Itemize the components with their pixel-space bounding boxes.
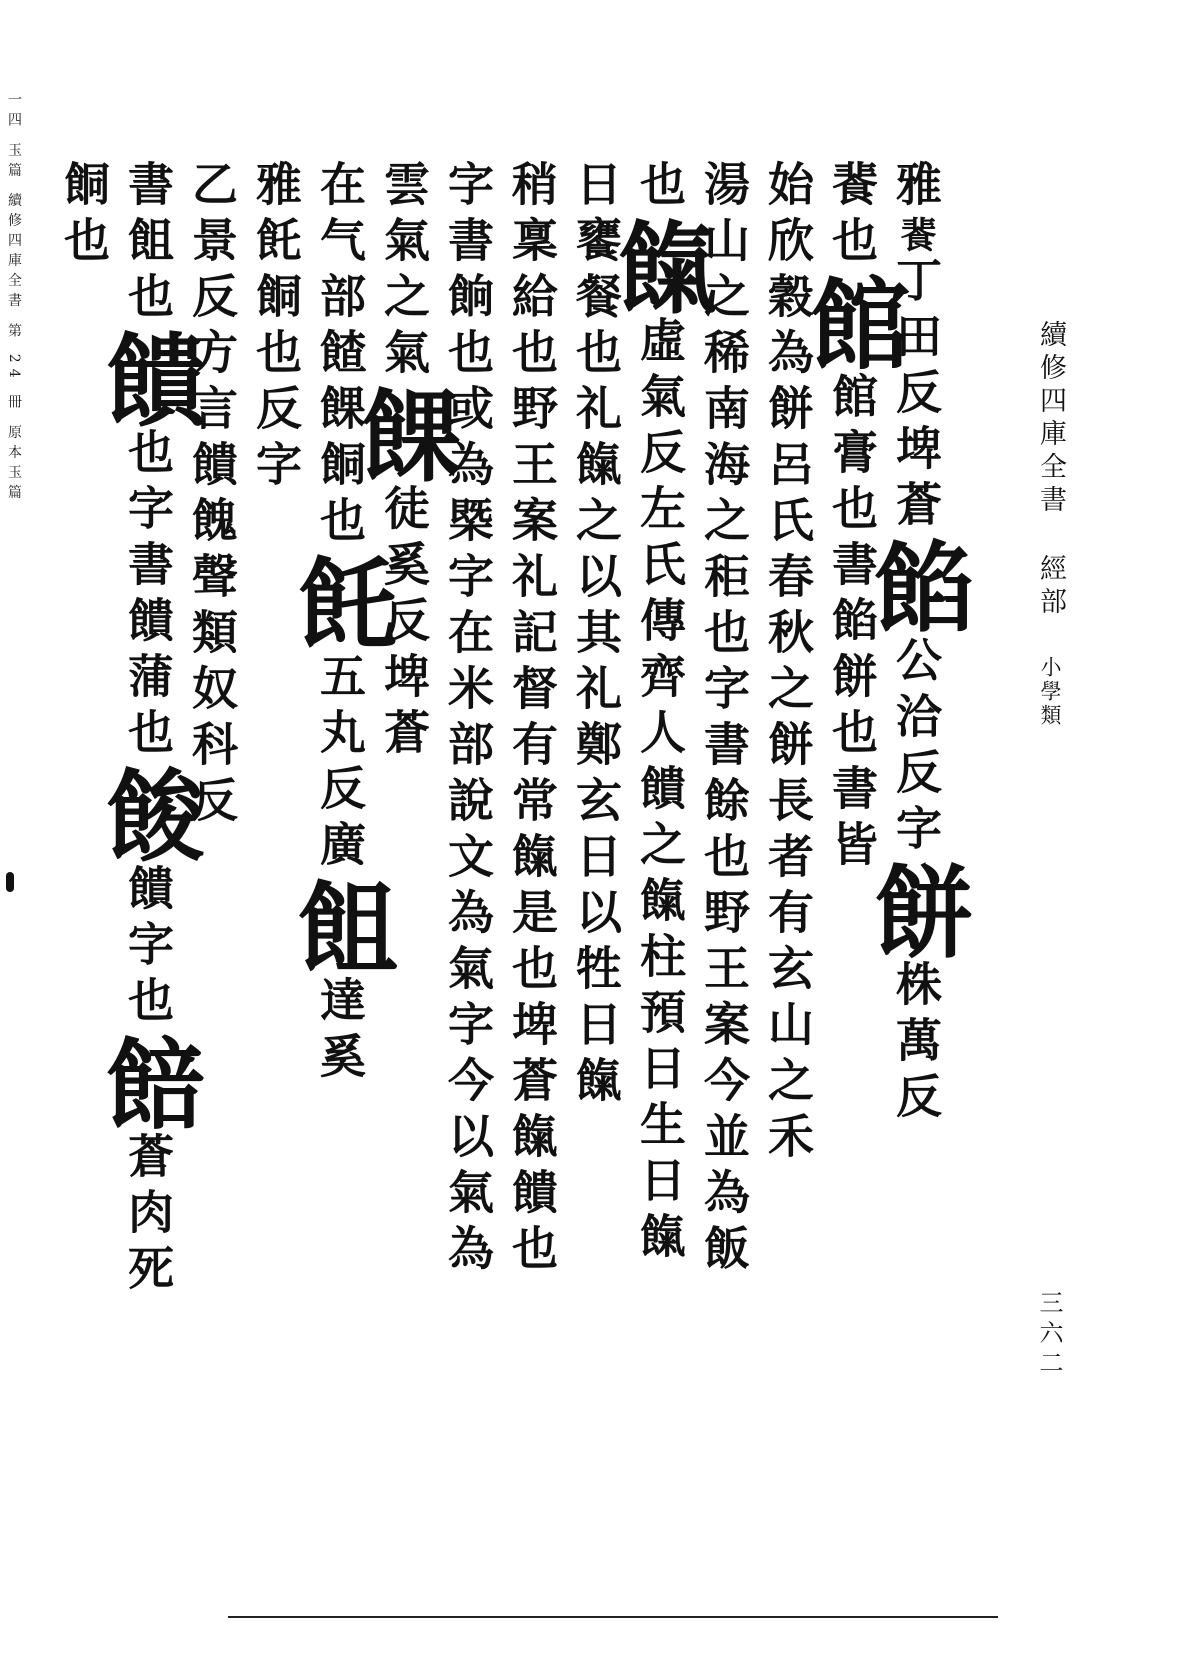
gloss-text: 達奚 (313, 976, 367, 1088)
gloss-text: 餥也 (825, 160, 879, 272)
film-mark (6, 872, 14, 892)
gloss-text: 反字 (249, 384, 303, 496)
book-subsection: 小學類 (1038, 656, 1062, 728)
gloss-text: 饋字也 (121, 864, 175, 1032)
gloss-text: 雅 (889, 160, 943, 216)
gloss-text: 礼餼之以其礼鄭玄日以牲日餼 (569, 384, 623, 1112)
gloss-text: 書皆 (825, 764, 879, 876)
headword-character: 飷 (281, 876, 399, 976)
headword-character: 餜 (345, 384, 463, 484)
small-character: 餥 (895, 216, 937, 256)
gloss-text: 蒼肉死 (121, 1132, 175, 1300)
headword-character: 餕 (89, 764, 207, 864)
gloss-text: 書飷也 (121, 160, 175, 328)
gloss-text: 乙景反方言饋餽 (185, 160, 239, 552)
headword-character: 饋 (89, 328, 207, 428)
gloss-text: 日饔餐也 (569, 160, 623, 384)
gloss-text: 餷餜餇也 (313, 328, 367, 552)
gloss-text: 丁田反埤蒼 (889, 256, 943, 536)
gloss-text: 湯山之稀南海之秬也字書餘也野王案今並為飯 (697, 160, 751, 1280)
gloss-text: 書餡餅也 (825, 540, 879, 764)
headword-character: 餢 (89, 1032, 207, 1132)
gloss-text: 也字書饋蒲也 (121, 428, 175, 764)
gloss-text: 徒奚反埤蒼 (377, 484, 431, 764)
gloss-text: 稍稟給也野王案礼記督有常餼是也埤蒼餼饋也 (505, 160, 559, 1280)
gloss-text: 始欣穀為餅呂氏春秋之餅長者有玄山之禾 (761, 160, 815, 1168)
book-title: 續修四庫全書 (1035, 320, 1066, 518)
running-head (1030, 320, 1070, 728)
microfilm-edge-note: 一四 玉篇 續修四庫全書 第 24 冊 原本玉篇 (6, 92, 22, 505)
gloss-text: 株萬反 (889, 960, 943, 1128)
gloss-text: 虛氣反左氏傳齊人饋之餼柱預日生日餼 (633, 316, 687, 1268)
headword-character: 餼 (601, 216, 719, 316)
gloss-text: 字書餉也或為槩字在米部說文為氣字今以氣為 (441, 160, 495, 1280)
gloss-text: 雅飥餇也 (249, 160, 303, 384)
headword-character: 館 (793, 272, 911, 372)
gloss-text: 在气部 (313, 160, 367, 328)
book-section: 經部 (1035, 554, 1066, 620)
gloss-text: 也 (633, 160, 687, 216)
gloss-text: 餇也 (57, 160, 111, 272)
headword-character: 餡 (857, 536, 975, 636)
headword-character: 飥 (281, 552, 399, 652)
bottom-rule (228, 1616, 998, 1618)
gloss-text: 聲類 (185, 552, 239, 664)
headword-character: 餅 (857, 860, 975, 960)
gloss-text: 館膏也 (825, 372, 879, 540)
gloss-text: 奴科反 (185, 664, 239, 832)
page-number: 三六二 (1035, 1290, 1063, 1380)
gloss-text: 公洽反字 (889, 636, 943, 860)
gloss-text: 雲氣之氣 (377, 160, 431, 384)
gloss-text: 五丸反廣 (313, 652, 367, 876)
text-column (38, 160, 130, 1560)
